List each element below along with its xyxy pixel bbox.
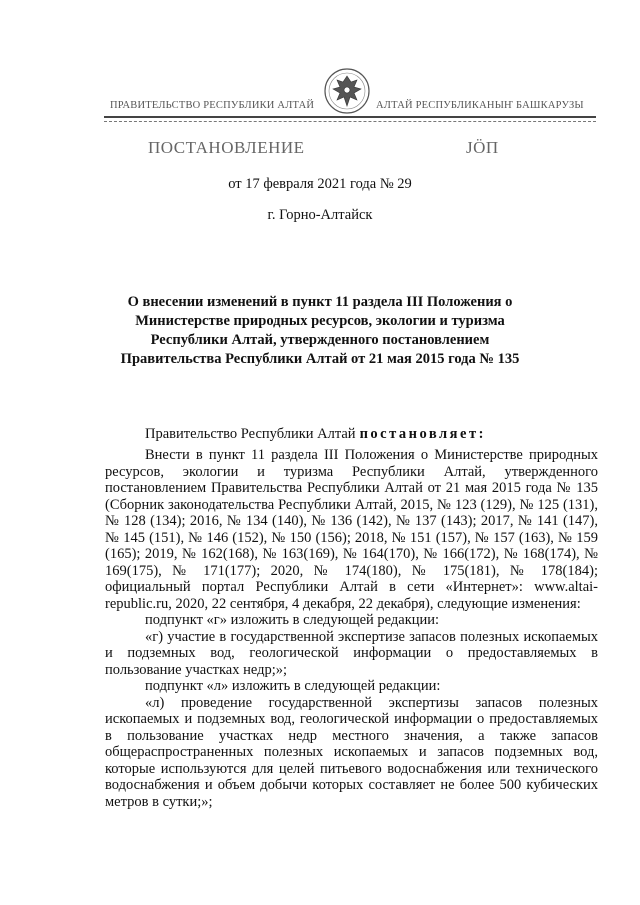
document-date: от 17 февраля 2021 года № 29 (228, 176, 412, 192)
header-divider-secondary (104, 121, 596, 122)
doc-kind-altai: ЈӦП (466, 138, 499, 157)
resolution-lead (145, 426, 486, 443)
document-title: О внесении изменений в пункт 11 раздела III Положения о Министерстве природных ресурсов, экологии и туризма Республики Алтай, утвержденного постановлением Правительства Республики Алтай от 21 мая 2015 года № 135 (120, 294, 520, 367)
subpoint-g-text: «г) участие в государственной экспертизе запасов полезных ископаемых и подземных вод, геологической информации о предоставляемых в пользование участках недр;»; (105, 628, 598, 678)
subpoint-l-intro: подпункт «л» изложить в следующей редакции: (145, 678, 441, 694)
doc-kind-russian: ПОСТАНОВЛЕНИЕ (148, 138, 305, 157)
document-city: г. Горно-Алтайск (267, 207, 373, 223)
document-body (105, 447, 598, 810)
header-org-right: АЛТАЙ РЕСПУБЛИКАНЫҤ БАШКАРУЗЫ (376, 100, 584, 111)
subpoint-l-text: «л) проведение государственной экспертизы запасов полезных ископаемых и подземных вод, геологической информации о предоставляемых в пользование участках недр местного значения, а также запасов общераспространенных полезных ископаемых и запасов подземных вод, которые используются для целей питьевого водоснабжения или технического водоснабжения и объем добычи которых составляет не более 500 кубических метров в сутки;»; (105, 694, 598, 810)
lead-text: Правительство Республики Алтай (145, 426, 356, 442)
lead-action: постановляет: (359, 426, 486, 442)
header-org-left: ПРАВИТЕЛЬСТВО РЕСПУБЛИКИ АЛТАЙ (110, 100, 315, 111)
altai-coat-of-arms-icon (318, 66, 376, 116)
header-divider (104, 116, 596, 118)
body-intro-paragraph: Внести в пункт 11 раздела III Положения о Министерстве природных ресурсов, экологии и туризма Республики Алтай, утвержденного постановлением Правительства Республики Алтай от 21 мая 2015 года № 135 (Сборник законодательства Республики Алтай, 2015, № 123 (129), № 125 (131), № 128 (134); 2016, № 134 (140), № 136 (142), № 137 (143); 2017, № 141 (147), № 145 (151), № 146 (152), № 150 (156); 2018, № 151 (157), № 157 (163), № 159 (165); 2019, № 162(168), № 163(169), № 164(170), № 166(172), № 168(174), № 169(175), № 171(177); 2020, № 174(180), № 175(181), № 178(184); официальный портал Республики Алтай в сети «Интернет»: www.altai-republic.ru, 2020, 22 сентября, 4 декабря, 22 декабря), следующие изменения: (105, 447, 598, 612)
subpoint-g-intro: подпункт «г» изложить в следующей редакции: (145, 612, 440, 628)
